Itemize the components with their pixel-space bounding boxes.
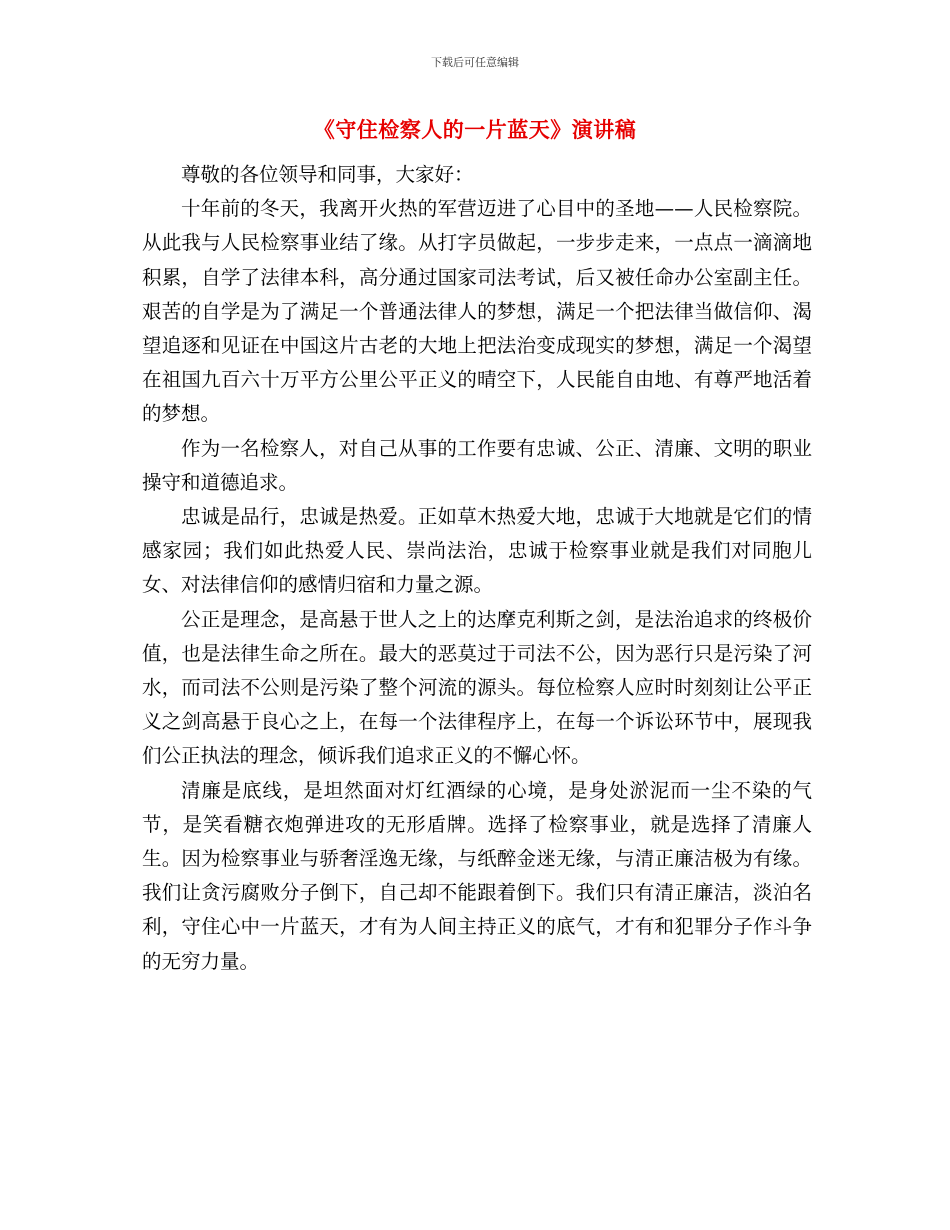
paragraph-greeting: 尊敬的各位领导和同事，大家好： xyxy=(181,163,474,186)
page-header-note: 下载后可任意编辑 xyxy=(431,56,519,69)
paragraph-intro: 十年前的冬天，我离开火热的军营迈进了心目中的圣地——人民检察院。从此我与人民检察事业结了缘。从打字员做起，一步步走来，一点点一滴滴地积累，自学了法律本科，高分通过国家司法考试，后又被任命办公室副主任。艰苦的自学是为了满足一个普通法律人的梦想，满足一个把法律当做信仰、渴望追逐和见证在中国这片古老的大地上把法治变成现实的梦想，满足一个渴望在祖国九百六十万平方公里公平正义的晴空下，人民能自由地、有尊严地活着的梦想。 xyxy=(142,197,812,426)
document-body xyxy=(142,158,812,979)
paragraph-loyalty: 忠诚是品行，忠诚是热爱。正如草木热爱大地，忠诚于大地就是它们的情感家园；我们如此热爱人民、崇尚法治，忠诚于检察事业就是我们对同胞儿女、对法律信仰的感情归宿和力量之源。 xyxy=(142,505,812,597)
document-title: 《守住检察人的一片蓝天》演讲稿 xyxy=(313,118,637,142)
paragraph-integrity: 清廉是底线，是坦然面对灯红酒绿的心境，是身处淤泥而一尘不染的气节，是笑看糖衣炮弹进攻的无形盾牌。选择了检察事业，就是选择了清廉人生。因为检察事业与骄奢淫逸无缘，与纸醉金迷无缘，与清正廉洁极为有缘。我们让贪污腐败分子倒下，自己却不能跟着倒下。我们只有清正廉洁，淡泊名利，守住心中一片蓝天，才有为人间主持正义的底气，才有和犯罪分子作斗争的无穷力量。 xyxy=(142,778,812,973)
paragraph-justice: 公正是理念，是高悬于世人之上的达摩克利斯之剑，是法治追求的终极价值，也是法律生命之所在。最大的恶莫过于司法不公，因为恶行只是污染了河水，而司法不公则是污染了整个河流的源头。每位检察人应时时刻刻让公平正义之剑高悬于良心之上，在每一个法律程序上，在每一个诉讼环节中，展现我们公正执法的理念，倾诉我们追求正义的不懈心怀。 xyxy=(142,607,812,768)
paragraph-ethics: 作为一名检察人，对自己从事的工作要有忠诚、公正、清廉、文明的职业操守和道德追求。 xyxy=(142,436,812,494)
